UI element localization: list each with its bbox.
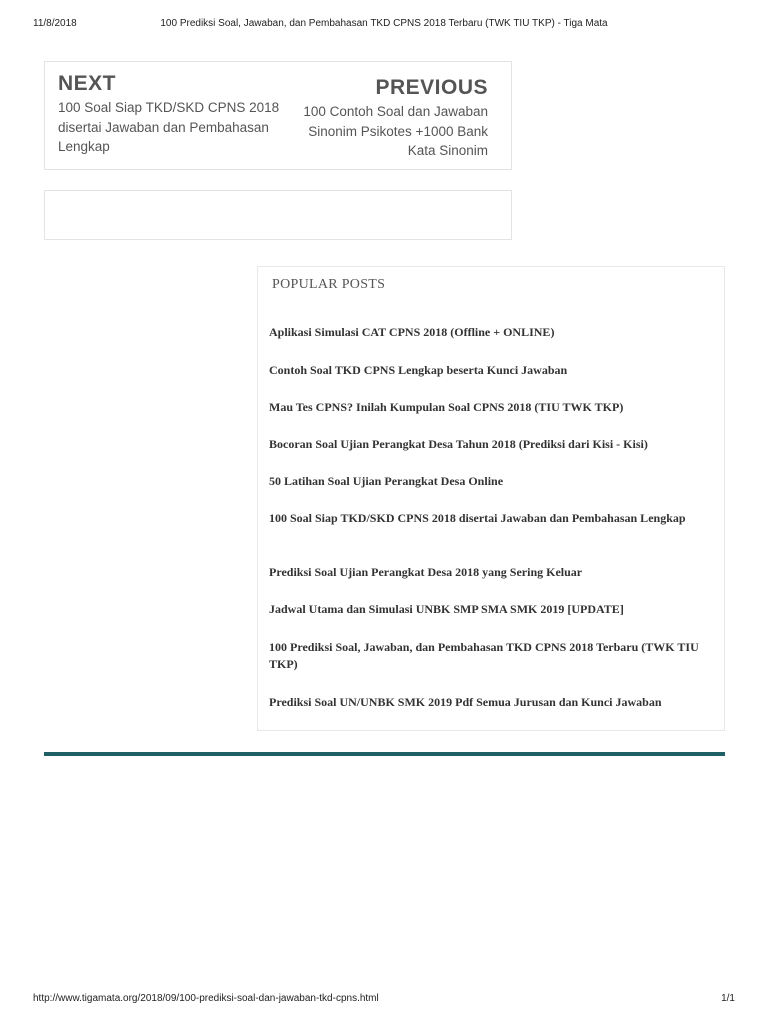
footer-divider [44, 752, 725, 756]
popular-post-link[interactable]: 100 Prediksi Soal, Jawaban, dan Pembahasan TKD CPNS 2018 Terbaru (TWK TIU TKP) [269, 640, 699, 671]
popular-posts-widget [257, 266, 725, 731]
post-navigation [44, 61, 512, 170]
popular-post-link[interactable]: 50 Latihan Soal Ujian Perangkat Desa Online [269, 474, 504, 488]
popular-post-link[interactable]: Contoh Soal TKD CPNS Lengkap beserta Kunci Jawaban [269, 363, 568, 377]
popular-post-link[interactable]: Aplikasi Simulasi CAT CPNS 2018 (Offline + ONLINE) [269, 325, 555, 339]
popular-post-link[interactable]: Mau Tes CPNS? Inilah Kumpulan Soal CPNS 2018 (TIU TWK TKP) [269, 400, 624, 414]
previous-post-link[interactable] [288, 76, 488, 161]
print-url: http://www.tigamata.org/2018/09/100-prediksi-soal-dan-jawaban-tkd-cpns.html [33, 993, 379, 1004]
previous-label: PREVIOUS [375, 76, 488, 99]
empty-widget-box [44, 190, 512, 240]
popular-posts-heading: POPULAR POSTS [272, 277, 386, 292]
print-date: 11/8/2018 [33, 18, 77, 29]
popular-post-link[interactable]: Jadwal Utama dan Simulasi UNBK SMP SMA SMK 2019 [UPDATE] [269, 602, 624, 616]
next-post-title: 100 Soal Siap TKD/SKD CPNS 2018 disertai Jawaban dan Pembahasan Lengkap [58, 100, 280, 154]
popular-post-link[interactable]: 100 Soal Siap TKD/SKD CPNS 2018 disertai Jawaban dan Pembahasan Lengkap [269, 511, 686, 525]
print-page-number: 1/1 [721, 993, 735, 1004]
popular-post-link[interactable]: Bocoran Soal Ujian Perangkat Desa Tahun 2018 (Prediksi dari Kisi - Kisi) [269, 437, 648, 451]
print-page-title: 100 Prediksi Soal, Jawaban, dan Pembahasan TKD CPNS 2018 Terbaru (TWK TIU TKP) - Tiga Mata [160, 18, 608, 29]
popular-post-link[interactable]: Prediksi Soal Ujian Perangkat Desa 2018 yang Sering Keluar [269, 565, 583, 579]
next-label: NEXT [58, 72, 117, 95]
previous-post-title: 100 Contoh Soal dan Jawaban Sinonim Psikotes +1000 Bank Kata Sinonim [303, 104, 488, 158]
popular-post-link[interactable]: Prediksi Soal UN/UNBK SMK 2019 Pdf Semua Jurusan dan Kunci Jawaban [269, 695, 662, 709]
next-post-link[interactable] [58, 72, 283, 157]
